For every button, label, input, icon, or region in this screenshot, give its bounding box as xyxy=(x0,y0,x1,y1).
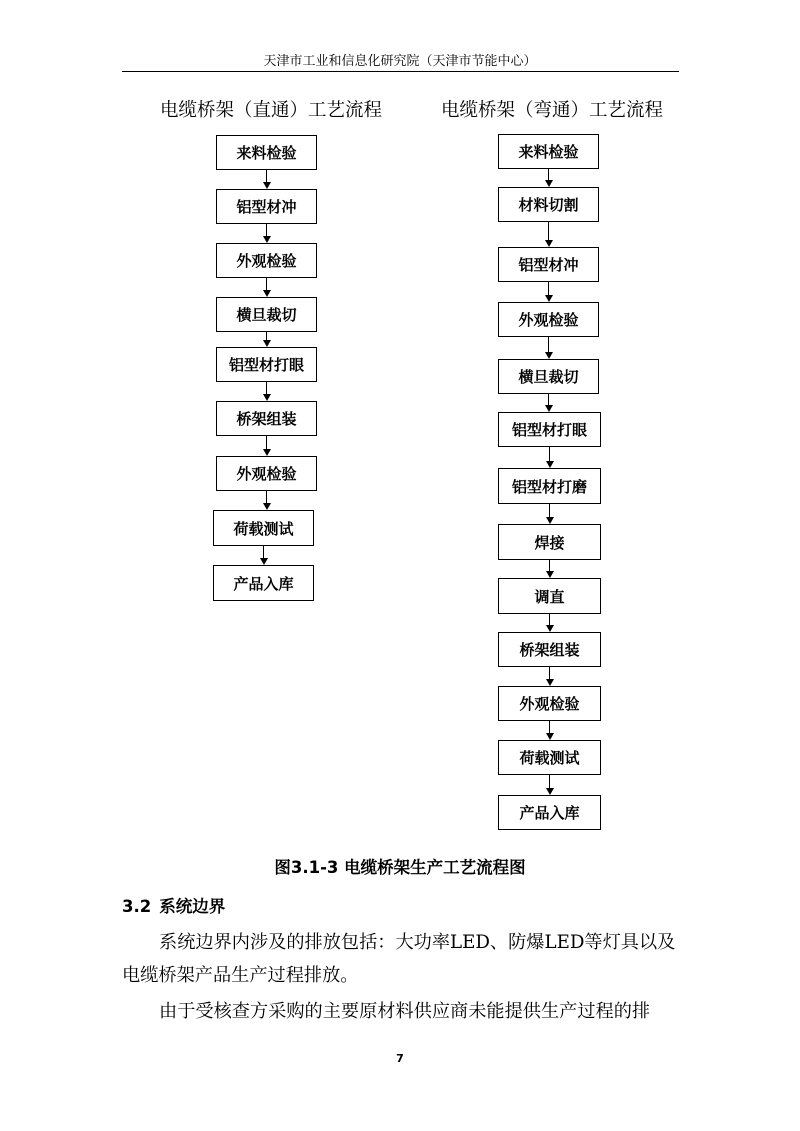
flow-step-box: 产品入库 xyxy=(498,795,601,830)
flow-step-box: 荷载测试 xyxy=(213,510,314,546)
flow-step-box: 铝型材打磨 xyxy=(498,468,601,504)
paragraph: 系统边界内涉及的排放包括：大功率LED、防爆LED等灯具以及电缆桥架产品生产过程排放。 xyxy=(122,932,676,986)
flow-step-box: 外观检验 xyxy=(498,686,601,721)
flow-step-box: 产品入库 xyxy=(213,565,314,601)
flow-step-box: 焊接 xyxy=(498,524,601,560)
flow-step-box: 铝型材打眼 xyxy=(216,347,317,382)
right-flow-title: 电缆桥架（弯通）工艺流程 xyxy=(441,100,664,121)
flow-step-box: 荷载测试 xyxy=(498,740,601,775)
flow-step-box: 外观检验 xyxy=(216,456,317,491)
flow-step-box: 桥架组装 xyxy=(216,401,317,436)
section-heading xyxy=(122,893,225,917)
flow-step-box: 桥架组装 xyxy=(498,632,601,667)
flow-step-box: 铝型材冲 xyxy=(498,247,599,282)
flow-step-box: 材料切割 xyxy=(498,187,599,222)
flow-step-box: 铝型材冲 xyxy=(216,189,317,224)
paragraph: 由于受核查方采购的主要原材料供应商未能提供生产过程的排 xyxy=(159,1001,651,1022)
flow-step-box: 来料检验 xyxy=(216,135,317,170)
flow-step-box: 调直 xyxy=(498,578,601,614)
flow-step-box: 来料检验 xyxy=(498,134,599,169)
flow-step-box: 外观检验 xyxy=(498,302,599,337)
left-flow-title: 电缆桥架（直通）工艺流程 xyxy=(160,100,383,121)
section-title: 系统边界 xyxy=(159,897,226,916)
figure-caption: 图3.1-3 电缆桥架生产工艺流程图 xyxy=(274,858,526,877)
section-number: 3.2 xyxy=(122,897,152,916)
flow-step-box: 横旦裁切 xyxy=(216,297,317,332)
page-number: 7 xyxy=(396,1052,404,1065)
page-header: 天津市工业和信息化研究院（天津市节能中心） xyxy=(263,54,537,69)
flow-step-box: 铝型材打眼 xyxy=(498,412,601,447)
flow-step-box: 横旦裁切 xyxy=(498,359,599,394)
flow-step-box: 外观检验 xyxy=(216,243,317,278)
